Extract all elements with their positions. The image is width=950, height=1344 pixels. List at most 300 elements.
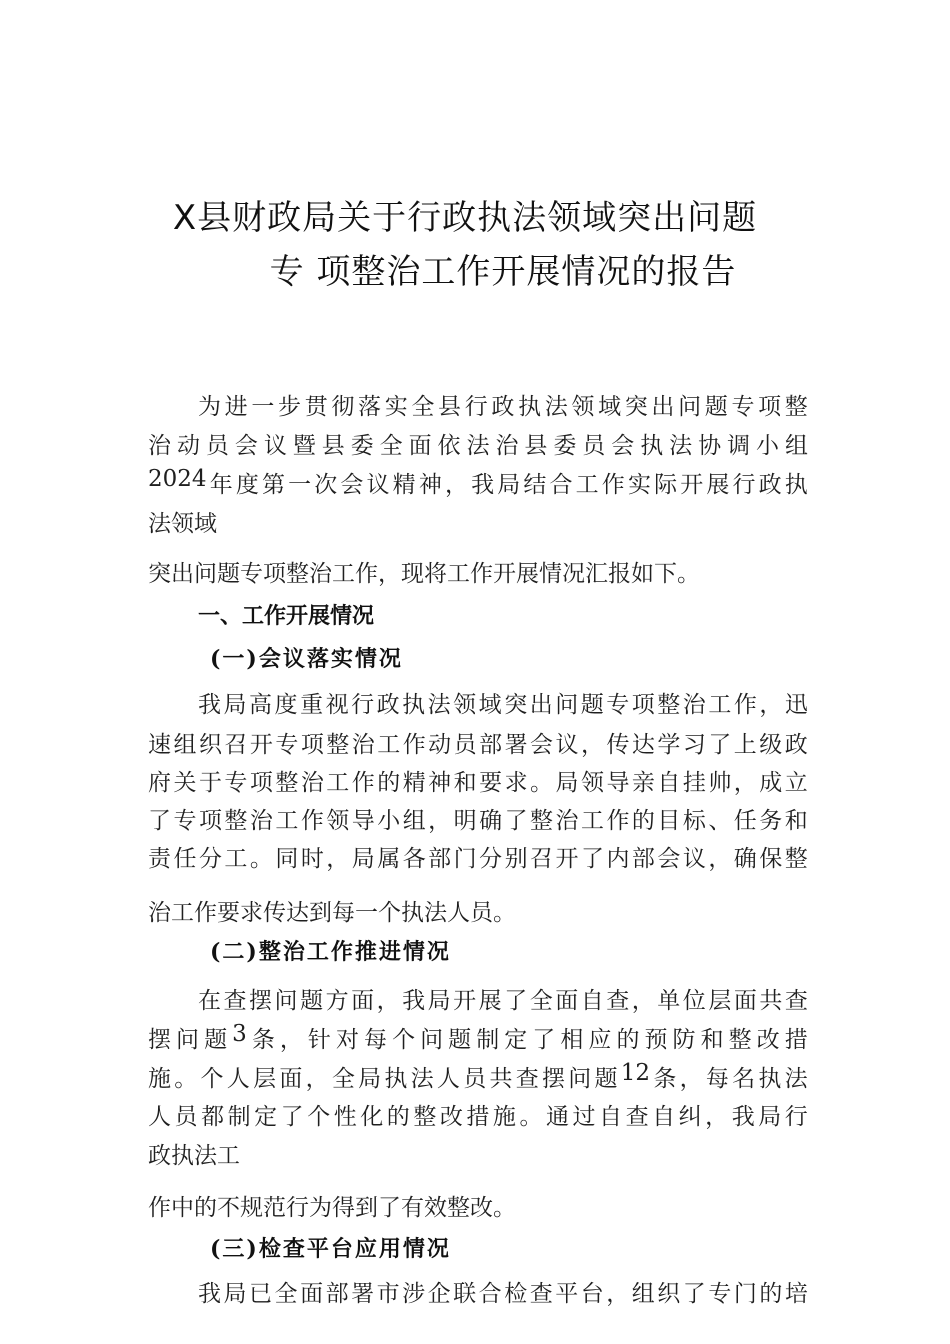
char: 作 (733, 692, 757, 718)
char: 和 (700, 1027, 724, 1053)
char: 单 (657, 988, 681, 1014)
char: 作 (300, 808, 324, 834)
sub1-line-5 (148, 840, 808, 873)
char: 名 (732, 1066, 756, 1092)
char: 暨 (292, 433, 316, 459)
char: 联 (453, 1281, 477, 1307)
char: 人 (148, 1104, 171, 1130)
char: 神 (418, 472, 442, 498)
sub1-line-6: 治工作要求传达到每一个执法人员。 (148, 900, 516, 926)
char: 工 (377, 732, 401, 758)
char: 于 (198, 770, 222, 796)
char: 应 (588, 1027, 612, 1053)
char: 传 (606, 732, 630, 758)
char: 任 (173, 846, 197, 872)
char: 协 (698, 433, 722, 459)
char: 实 (384, 394, 408, 420)
sub2-line-1 (198, 982, 808, 1015)
char: ， (444, 472, 468, 498)
char: 法 (544, 394, 568, 420)
char: 我 (471, 472, 495, 498)
char: ， (305, 1066, 329, 1092)
char: 台 (580, 1281, 604, 1307)
char: 要 (479, 770, 503, 796)
char: 题 (204, 1027, 228, 1053)
char: 分 (198, 846, 222, 872)
char: 组 (784, 433, 808, 459)
char: 面 (300, 1281, 324, 1307)
intro-line-3 (148, 466, 808, 499)
char: 法 (427, 692, 451, 718)
char: 员 (463, 1066, 487, 1092)
char: 确 (479, 808, 503, 834)
char: 开 (453, 988, 477, 1014)
intro-line-1 (198, 388, 808, 421)
char: 施 (148, 1066, 171, 1092)
char: 治 (495, 433, 519, 459)
section-heading-1: 一、工作开展情况 (198, 604, 375, 629)
sub3-line-1 (198, 1275, 808, 1308)
char: 全 (411, 394, 435, 420)
char: 为 (198, 394, 221, 420)
char: 实 (627, 472, 651, 498)
char: 别 (504, 846, 528, 872)
char: 问 (420, 1027, 444, 1053)
char: 部 (428, 846, 452, 872)
char: 摆 (249, 988, 273, 1014)
char: 突 (624, 394, 648, 420)
char: 工 (224, 846, 248, 872)
char: 度 (274, 692, 298, 718)
char: 分 (479, 846, 503, 872)
char: 法 (410, 1066, 434, 1092)
char: 开 (555, 846, 579, 872)
char: 改 (756, 1027, 780, 1053)
char: 治 (555, 808, 579, 834)
char: 小 (756, 433, 780, 459)
char: 化 (360, 1104, 384, 1130)
char: 项 (300, 732, 324, 758)
char: 自 (599, 1104, 623, 1130)
char: 署 (504, 732, 528, 758)
char: 作 (351, 770, 375, 796)
char: 时 (300, 846, 324, 872)
char: 署 (351, 1281, 375, 1307)
char: 制 (476, 1027, 500, 1053)
char: 亲 (631, 770, 655, 796)
char: 已 (249, 1281, 273, 1307)
char: 作 (606, 808, 630, 834)
char: 的 (616, 1027, 640, 1053)
char: 会 (234, 433, 258, 459)
char: 务 (759, 808, 783, 834)
sub2-line-5: 政执法工 (148, 1143, 240, 1169)
char: 问 (568, 1066, 592, 1092)
char: 相 (560, 1027, 584, 1053)
char: 明 (453, 808, 477, 834)
sub1-line-3 (148, 764, 808, 797)
char: 摆 (541, 1066, 565, 1092)
char: 速 (148, 732, 171, 758)
char: 查 (784, 988, 808, 1014)
char: 问 (555, 692, 579, 718)
char: 查 (606, 988, 630, 1014)
char: 局 (358, 1066, 382, 1092)
char: 共 (489, 1066, 513, 1092)
char: 组 (173, 732, 197, 758)
char: 政 (491, 394, 515, 420)
char: 彻 (331, 394, 355, 420)
char: 部 (325, 1281, 349, 1307)
char: 际 (654, 472, 678, 498)
sub1-line-2 (148, 726, 808, 759)
char: 全 (274, 1281, 298, 1307)
char: ， (580, 732, 604, 758)
char: 施 (492, 1104, 516, 1130)
char: ， (279, 1027, 303, 1053)
char: 题 (594, 1066, 618, 1092)
char: 和 (453, 770, 477, 796)
char: 自 (580, 988, 604, 1014)
char: 视 (325, 692, 349, 718)
char: 展 (478, 988, 502, 1014)
char: 都 (201, 1104, 225, 1130)
char: 工 (275, 808, 299, 834)
char: 平 (555, 1281, 579, 1307)
char: 属 (377, 846, 401, 872)
sub2-line-2 (148, 1021, 808, 1054)
char: 问 (176, 1027, 200, 1053)
char: 领 (580, 770, 604, 796)
char: 纠 (678, 1104, 702, 1130)
char: 精 (402, 770, 426, 796)
char: 县 (438, 394, 462, 420)
char: 府 (148, 770, 171, 796)
char: 执 (640, 433, 664, 459)
char: 题 (704, 394, 728, 420)
char: 整 (413, 1104, 437, 1130)
char: 人 (436, 1066, 460, 1092)
char: 会 (657, 846, 681, 872)
char: 度 (235, 472, 259, 498)
document-title-line-2: 专 项整治工作开展情况的报告 (269, 252, 737, 292)
char: 。 (530, 770, 554, 796)
char: 县 (524, 433, 548, 459)
char: ， (733, 770, 757, 796)
char: 局 (555, 770, 579, 796)
char: 了 (504, 988, 528, 1014)
char: 全 (331, 1066, 355, 1092)
char: 面 (351, 988, 375, 1014)
char: 治 (351, 732, 375, 758)
char: 重 (300, 692, 324, 718)
char: 织 (198, 732, 222, 758)
char: 自 (657, 770, 681, 796)
char: 进 (224, 394, 248, 420)
char: 定 (254, 1104, 278, 1130)
char: 动 (176, 433, 200, 459)
char: 了 (682, 1281, 706, 1307)
intro-line-4: 法领域 (148, 511, 217, 537)
char: 合 (549, 472, 573, 498)
char: 关 (173, 770, 197, 796)
char: 共 (759, 988, 783, 1014)
char: 域 (598, 394, 622, 420)
document-title-line-1: X县财政局关于行政执法领域突出问题 (172, 198, 758, 238)
char: ， (376, 988, 400, 1014)
char: 培 (784, 1281, 808, 1307)
char: 标 (682, 808, 706, 834)
char: 会 (530, 732, 554, 758)
char: 了 (708, 732, 732, 758)
char: 治 (148, 433, 171, 459)
char: 措 (784, 1027, 808, 1053)
char: 了 (504, 808, 528, 834)
char: 整 (530, 808, 554, 834)
char: 任 (733, 808, 757, 834)
char: 政 (784, 732, 808, 758)
char: 工 (708, 692, 732, 718)
char: 各 (402, 846, 426, 872)
char: 2024 (148, 466, 207, 492)
char: 局 (758, 1104, 782, 1130)
char: 会 (340, 472, 364, 498)
char: 面 (555, 988, 579, 1014)
char: 执 (758, 1066, 782, 1092)
char: 议 (366, 472, 390, 498)
char: 挂 (682, 770, 706, 796)
char: 领 (326, 808, 350, 834)
char: 个 (307, 1104, 331, 1130)
char: 和 (784, 808, 808, 834)
char: ， (428, 808, 452, 834)
char: 执 (518, 394, 542, 420)
char: 县 (321, 433, 345, 459)
char: 保 (759, 846, 783, 872)
char: 治 (682, 692, 706, 718)
char: 员 (453, 732, 477, 758)
char: 每 (364, 1027, 388, 1053)
char: 议 (263, 433, 287, 459)
char: 市 (376, 1281, 400, 1307)
char: 措 (466, 1104, 490, 1130)
char: 制 (227, 1104, 251, 1130)
char: 的 (759, 1281, 783, 1307)
intro-line-5: 突出问题专项整治工作，现将工作开展情况汇报如下。 (148, 561, 700, 587)
char: 领 (453, 692, 477, 718)
char: 行 (784, 1104, 808, 1130)
char: 项 (631, 692, 655, 718)
char: 面 (408, 433, 432, 459)
char: 委 (553, 433, 577, 459)
char: 层 (253, 1066, 277, 1092)
char: 突 (504, 692, 528, 718)
char: 自 (652, 1104, 676, 1130)
char: 一 (251, 394, 275, 420)
char: 小 (377, 808, 401, 834)
char: 的 (377, 770, 401, 796)
char: 开 (249, 732, 273, 758)
char: 贯 (304, 394, 328, 420)
char: 性 (333, 1104, 357, 1130)
char: 。 (249, 846, 273, 872)
char: ， (679, 1066, 703, 1092)
char: 落 (358, 394, 382, 420)
char: 立 (784, 770, 808, 796)
intro-line-2 (148, 427, 808, 460)
char: 面 (733, 988, 757, 1014)
char: 门 (453, 846, 477, 872)
char: 出 (529, 692, 553, 718)
char: 法 (784, 1066, 808, 1092)
sub2-line-3 (148, 1060, 808, 1093)
char: 帅 (708, 770, 732, 796)
char: 议 (555, 732, 579, 758)
char: 委 (350, 433, 374, 459)
char: 检 (504, 1281, 528, 1307)
char: ， (326, 846, 350, 872)
char: 专 (275, 732, 299, 758)
char: 项 (198, 808, 222, 834)
sub1-line-1 (198, 686, 808, 719)
char: 全 (379, 433, 403, 459)
char: 织 (657, 1281, 681, 1307)
char: 内 (606, 846, 630, 872)
char: 局 (223, 1281, 247, 1307)
char: 召 (530, 846, 554, 872)
char: 工 (580, 808, 604, 834)
sub1-line-4 (148, 802, 808, 835)
char: 我 (731, 1104, 755, 1130)
char: 了 (532, 1027, 556, 1053)
char: 专 (731, 394, 755, 420)
char: 员 (582, 433, 606, 459)
char: 议 (682, 846, 706, 872)
char: 成 (759, 770, 783, 796)
char: 12 (620, 1060, 651, 1086)
char: 年 (209, 472, 233, 498)
char: 政 (758, 472, 782, 498)
char: 工 (575, 472, 599, 498)
char: 我 (198, 1281, 221, 1307)
char: 预 (644, 1027, 668, 1053)
char: 局 (497, 472, 521, 498)
char: 一 (288, 472, 312, 498)
char: 第 (261, 472, 285, 498)
subsection-heading-2: (二)整治工作推进情况 (210, 939, 451, 965)
char: 条 (653, 1066, 677, 1092)
char: 员 (205, 433, 229, 459)
char: 域 (478, 692, 502, 718)
char: 我 (402, 988, 426, 1014)
char: 出 (651, 394, 675, 420)
char: 。 (519, 1104, 543, 1130)
char: 确 (733, 846, 757, 872)
char: 了 (148, 808, 171, 834)
char: 导 (351, 808, 375, 834)
char: 方 (325, 988, 349, 1014)
char: 查 (625, 1104, 649, 1130)
char: 的 (386, 1104, 410, 1130)
char: 面 (279, 1066, 303, 1092)
char: 整 (326, 732, 350, 758)
char: 项 (249, 770, 273, 796)
char: 专 (224, 770, 248, 796)
char: 每 (705, 1066, 729, 1092)
char: 专 (606, 692, 630, 718)
char: 门 (733, 1281, 757, 1307)
char: 部 (479, 732, 503, 758)
char: ， (705, 1104, 729, 1130)
char: 局 (351, 846, 375, 872)
char: 在 (198, 988, 221, 1014)
char: 3 (232, 1021, 247, 1047)
char: 部 (631, 846, 655, 872)
char: 查 (515, 1066, 539, 1092)
char: 个 (200, 1066, 224, 1092)
char: 我 (198, 692, 221, 718)
char: 改 (439, 1104, 463, 1130)
char: 局 (223, 692, 247, 718)
char: 次 (314, 472, 338, 498)
char: 会 (611, 433, 635, 459)
char: 目 (657, 808, 681, 834)
char: 责 (148, 846, 171, 872)
char: 涉 (402, 1281, 426, 1307)
char: 整 (784, 846, 808, 872)
char: 上 (733, 732, 757, 758)
subsection-heading-3: (三)检查平台应用情况 (210, 1236, 451, 1262)
char: 习 (682, 732, 706, 758)
char: 达 (631, 732, 655, 758)
char: 问 (678, 394, 702, 420)
char: 召 (224, 732, 248, 758)
char: 开 (680, 472, 704, 498)
char: 法 (669, 433, 693, 459)
char: 领 (571, 394, 595, 420)
char: 结 (523, 472, 547, 498)
char: 的 (631, 808, 655, 834)
char: 工 (326, 770, 350, 796)
char: 个 (392, 1027, 416, 1053)
char: ， (631, 988, 655, 1014)
char: 行 (732, 472, 756, 498)
char: 全 (529, 988, 553, 1014)
char: 执 (784, 472, 808, 498)
char: 、 (708, 808, 732, 834)
char: 组 (631, 1281, 655, 1307)
char: 针 (307, 1027, 331, 1053)
char: 。 (174, 1066, 198, 1092)
char: 动 (428, 732, 452, 758)
char: 整 (275, 770, 299, 796)
sub2-line-6: 作中的不规范行为得到了有效整改。 (148, 1195, 516, 1221)
char: 治 (300, 770, 324, 796)
char: ， (759, 692, 783, 718)
char: 组 (402, 808, 426, 834)
char: 精 (392, 472, 416, 498)
char: 学 (657, 732, 681, 758)
char: 企 (427, 1281, 451, 1307)
char: 对 (335, 1027, 359, 1053)
char: 题 (448, 1027, 472, 1053)
char: 作 (601, 472, 625, 498)
char: 执 (384, 1066, 408, 1092)
char: 防 (672, 1027, 696, 1053)
char: 整 (728, 1027, 752, 1053)
char: 项 (758, 394, 782, 420)
char: 了 (280, 1104, 304, 1130)
